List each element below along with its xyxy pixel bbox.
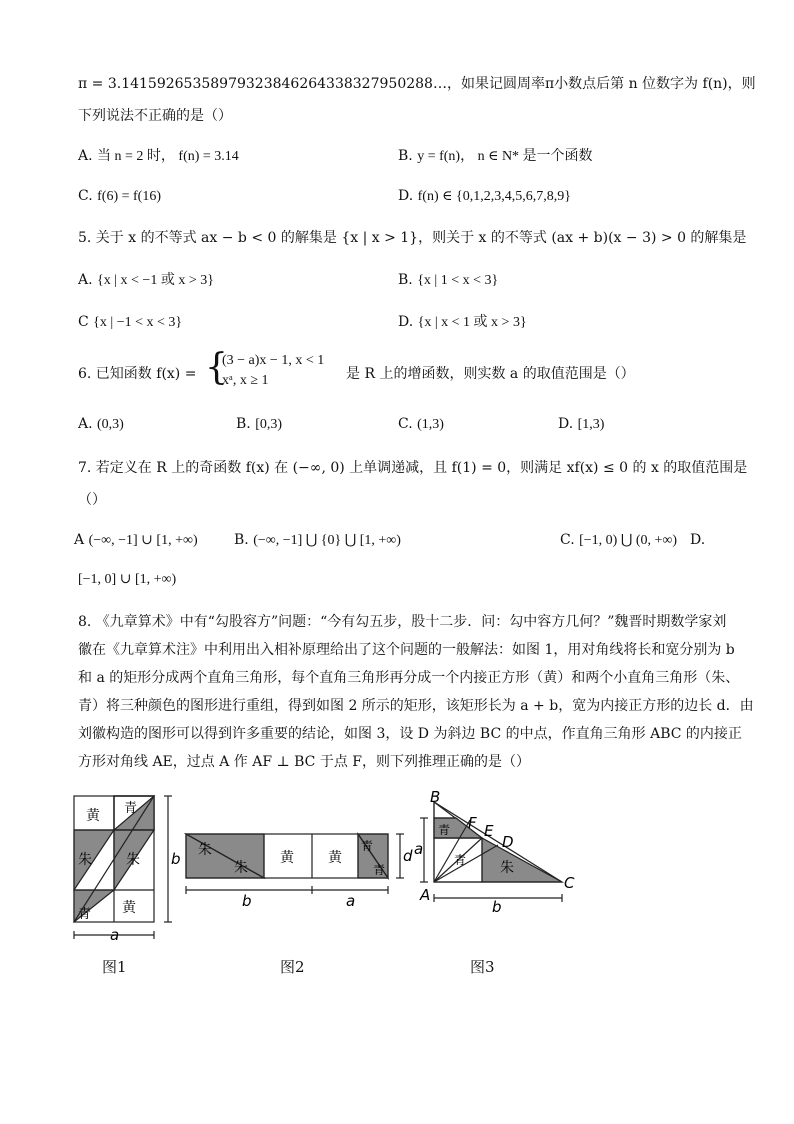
q8-line3: 和 a 的矩形分成两个直角三角形，每个直角三角形再分成一个内接正方形（黄）和两个小直角三角形（朱、 <box>78 670 740 686</box>
option-text: [−1, 0) ⋃ (0, +∞) <box>579 533 678 548</box>
figure-2 <box>178 826 418 916</box>
figure-3-caption: 图3 <box>470 958 495 976</box>
q8-line2: 徽在《九章算术注》中利用出入相补原理给出了这个问题的一般解法：如图 1，用对角线将长和宽分别为 b <box>78 642 735 658</box>
q5-option-b <box>398 270 498 291</box>
q4-option-d <box>398 186 571 207</box>
fig3-point-e: E <box>484 822 494 840</box>
q8-line5: 刘徽构造的图形可以得到许多重要的结论，如图 3，设 D 为斜边 BC 的中点，作直角三角形 ABC 的内接正 <box>78 726 742 742</box>
option-text: y = f(n)， n ∈ N* 是一个函数 <box>417 149 593 164</box>
fig3-label-b: b <box>492 898 502 916</box>
option-label: C. <box>78 188 93 204</box>
option-text: {x | 1 < x < 3} <box>417 273 499 288</box>
option-label: D. <box>558 416 574 432</box>
option-text: {x | −1 < x < 3} <box>93 315 183 330</box>
figure-1 <box>60 790 190 950</box>
fig1-zhu-right: 朱 <box>126 852 140 868</box>
q6-option-d <box>558 414 604 435</box>
fig3-label-a: a <box>414 840 424 858</box>
q6-case1: (3 − a)x − 1, x < 1 <box>222 353 325 368</box>
piecewise-brace: { <box>205 347 228 388</box>
q7-option-d-text: [−1, 0] ∪ [1, +∞) <box>78 572 177 587</box>
fig1-huang-top: 黄 <box>86 808 100 824</box>
q7-option-a <box>74 530 198 551</box>
option-text: (−∞, −1] ⋃ {0} ⋃ [1, +∞) <box>253 533 401 548</box>
fig1-label-a: a <box>110 926 120 944</box>
fig3-point-d: D <box>502 833 514 851</box>
option-label: A <box>74 532 85 548</box>
q7-stem-line2: （） <box>78 492 106 508</box>
q6-option-a <box>78 414 124 435</box>
figure-3 <box>410 790 590 920</box>
option-label: B. <box>398 148 413 164</box>
fig2-qing-2: 青 <box>373 863 386 877</box>
fig1-huang-bottom: 黄 <box>122 900 136 916</box>
q4-option-c <box>78 186 161 207</box>
q6-suffix: 是 R 上的增函数，则实数 a 的取值范围是（） <box>346 366 635 382</box>
option-text: f(n) ∈ {0,1,2,3,4,5,6,7,8,9} <box>417 189 571 204</box>
option-label: B. <box>234 532 249 548</box>
fig2-zhu-1: 朱 <box>198 842 212 858</box>
q7-option-c <box>560 530 677 551</box>
option-label: D. <box>398 188 414 204</box>
q4-option-a <box>78 146 239 167</box>
q5-option-d <box>398 312 527 333</box>
q5-option-a <box>78 270 214 291</box>
fig2-huang-2: 黄 <box>328 850 342 866</box>
q8-line4: 青）将三种颜色的图形进行重组，得到如图 2 所示的矩形，该矩形长为 a + b，宽为内接正方形的边长 d．由 <box>78 698 754 714</box>
option-label: C. <box>560 532 575 548</box>
fig1-zhu-left: 朱 <box>78 852 92 868</box>
figure-2-caption: 图2 <box>280 958 305 976</box>
q6-case2: xᵃ, x ≥ 1 <box>222 373 269 388</box>
fig3-point-a: A <box>420 886 431 904</box>
figure-1-caption: 图1 <box>102 958 127 976</box>
fig3-point-c: C <box>564 874 575 892</box>
fig1-label-b: b <box>171 850 181 868</box>
option-label: A. <box>78 416 93 432</box>
q5-option-c <box>78 312 182 333</box>
option-label: B. <box>398 272 413 288</box>
fig2-label-b: b <box>242 892 252 910</box>
q6-option-c <box>398 414 444 435</box>
option-text: (1,3) <box>417 417 444 432</box>
fig3-qing-2: 青 <box>454 853 467 867</box>
q5-stem: 5. 关于 x 的不等式 ax − b < 0 的解集是 {x | x > 1}，则关于 x 的不等式 (ax + b)(x − 3) > 0 的解集是 <box>78 230 747 246</box>
fig3-point-b: B <box>430 790 441 806</box>
option-text: (−∞, −1] ∪ [1, +∞) <box>88 533 198 548</box>
option-text: [0,3) <box>255 417 283 432</box>
fig2-zhu-2: 朱 <box>234 860 248 876</box>
q8-line1: 8. 《九章算术》中有“勾股容方”问题：“今有勾五步，股十二步．问：勾中容方几何？”魏晋时期数学家刘 <box>78 614 727 630</box>
option-label: D. <box>398 314 414 330</box>
q6-prefix: 6. 已知函数 f(x) = <box>78 366 197 382</box>
option-label: A. <box>78 148 93 164</box>
fig3-qing-1: 青 <box>438 823 451 837</box>
option-label: A. <box>78 272 93 288</box>
option-text: (0,3) <box>97 417 124 432</box>
option-text: {x | x < −1 或 x > 3} <box>97 273 214 288</box>
fig2-huang-1: 黄 <box>280 850 294 866</box>
q7-option-b <box>234 530 401 551</box>
fig2-label-d: d <box>403 847 413 865</box>
fig2-label-a: a <box>346 892 356 910</box>
option-text: 当 n = 2 时， f(n) = 3.14 <box>97 149 239 164</box>
fig2-qing-1: 青 <box>361 839 374 853</box>
option-text: {x | x < 1 或 x > 3} <box>417 315 527 330</box>
fig3-zhu: 朱 <box>500 860 514 876</box>
option-label: C <box>78 314 89 330</box>
option-label: C. <box>398 416 413 432</box>
option-text: [1,3) <box>577 417 605 432</box>
q8-line6: 方形对角线 AE，过点 A 作 AF ⊥ BC 于点 F，则下列推理正确的是（） <box>78 754 531 770</box>
q4-stem-line2: 下列说法不正确的是（） <box>78 108 232 124</box>
q6-option-b <box>236 414 282 435</box>
fig1-qing-bottom: 青 <box>78 907 92 922</box>
option-text: f(6) = f(16) <box>97 189 161 204</box>
q7-option-d-label: D. <box>690 532 706 548</box>
q7-stem-line1: 7. 若定义在 R 上的奇函数 f(x) 在 (−∞, 0) 上单调递减，且 f(1) = 0，则满足 xf(x) ≤ 0 的 x 的取值范围是 <box>78 460 748 476</box>
q4-option-b <box>398 146 593 167</box>
q4-stem-line1: π = 3.14159265358979323846264338327950288…，如果记圆周率π小数点后第 n 位数字为 f(n)，则 <box>78 76 756 92</box>
option-label: B. <box>236 416 251 432</box>
fig1-qing-top: 青 <box>124 801 138 816</box>
fig3-point-f: F <box>468 814 477 832</box>
